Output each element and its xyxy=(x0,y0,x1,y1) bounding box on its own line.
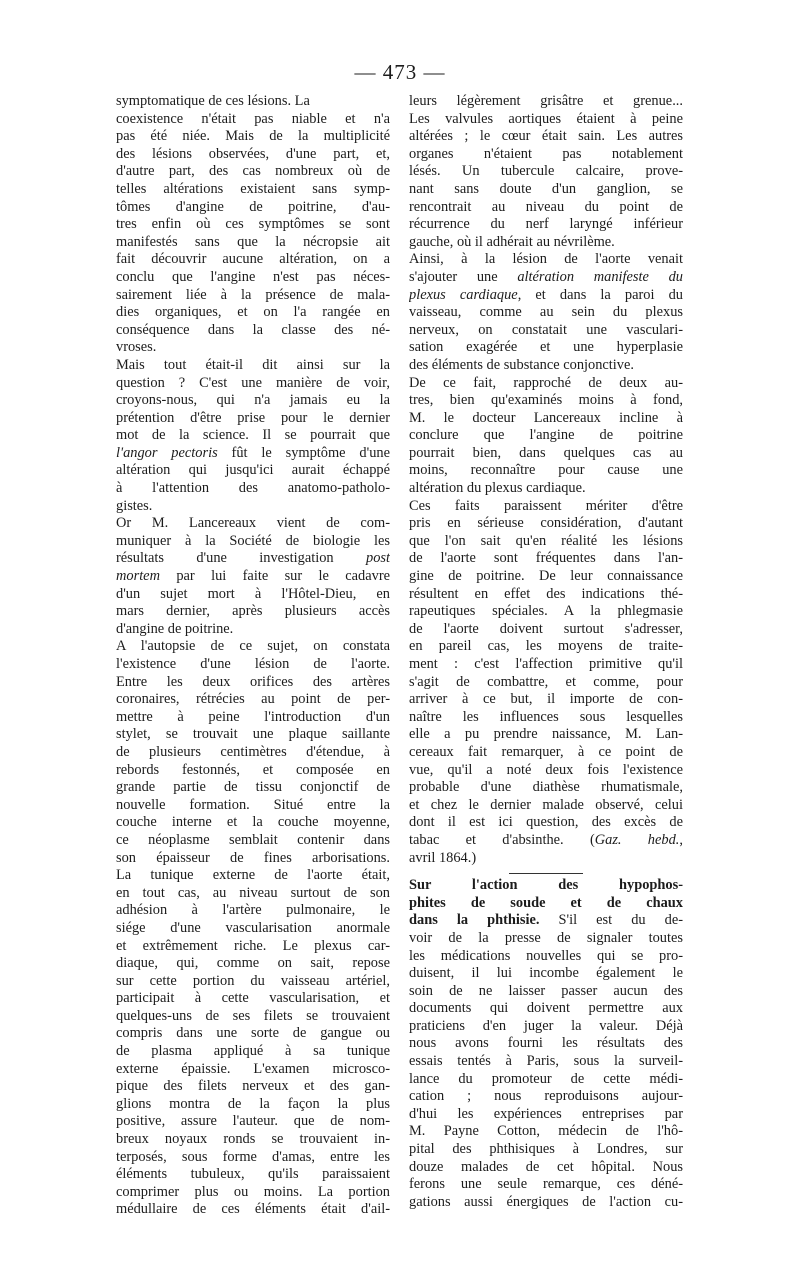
text-line: d'un sujet mort à l'Hôtel-Dieu, en xyxy=(116,585,390,602)
text-line: vaisseau, comme au sein du plexus xyxy=(409,304,683,321)
text-line: et chez le dernier malade observé, celui xyxy=(409,796,683,813)
section-heading: phites de soude et de chaux xyxy=(409,894,683,911)
text-line: duisent, il lui incombe également le xyxy=(409,965,683,982)
text-line: douze malades de cet hôpital. Nous xyxy=(409,1158,683,1175)
text-line: voir de la presse de signaler toutes xyxy=(409,929,683,946)
text-line: éléments tubuleux, qu'ils paraissaient xyxy=(116,1166,390,1183)
text-line: mars dernier, après plusieurs accès xyxy=(116,603,390,620)
text-line: participait à cette vascularisation, et xyxy=(116,990,390,1007)
page-number: — 473 — xyxy=(354,60,446,84)
text-line: à l'attention des anatomo-patholo- xyxy=(116,480,390,497)
text-line: rencontrait au niveau du point de xyxy=(409,198,683,215)
text-line: vroses. xyxy=(116,339,157,356)
text-line: gauche, où il adhérait au névrilème. xyxy=(409,233,615,250)
text-line: ferons une seule remarque, ces déné- xyxy=(409,1176,683,1193)
text-line: nouvelle formation. Situé entre la xyxy=(116,796,390,813)
text-line: coronaires, rétrécies au point de per- xyxy=(116,691,390,708)
text-line: siége d'une vascularisation anormale xyxy=(116,919,390,936)
text-line: tômes d'angine de poitrine, d'au- xyxy=(116,198,390,215)
text-line: d'autre part, des cas nombreux où de xyxy=(116,163,390,180)
left-column xyxy=(116,93,390,1219)
text-line: muniquer à la Société de biologie les xyxy=(116,532,390,549)
text-line: grande partie de tissu conjonctif de xyxy=(116,779,390,796)
section-heading-end: dans la phthisie. xyxy=(409,912,540,929)
text-line: comprimer plus ou moins. La portion xyxy=(116,1183,390,1200)
text-line: De ce fait, rapproché de deux au- xyxy=(409,374,683,391)
text-line: rebords festonnés, et composée en xyxy=(116,761,390,778)
text-line: elle a pu prendre naissance, M. Lan- xyxy=(409,726,683,743)
text-line: d'angine de poitrine. xyxy=(116,620,234,637)
text-line: documents qui doivent permettre aux xyxy=(409,1000,683,1017)
text-line: sation exagérée et une hyperplasie xyxy=(409,339,683,356)
text-line: de plasma appliqué à sa tunique xyxy=(116,1043,390,1060)
text-line: que l'on sait qu'en réalité les lésions xyxy=(409,532,683,549)
text-line: M. Payne Cotton, médecin de l'hô- xyxy=(409,1123,683,1140)
right-column xyxy=(409,93,683,1211)
text-line: dies organiques, et on l'a rangée en xyxy=(116,304,390,321)
text-line: dont il est ici question, des excès de xyxy=(409,814,683,831)
text-line: résultats d'une investigation post xyxy=(116,550,390,567)
text-line: pital des phthisiques à Londres, sur xyxy=(409,1141,683,1158)
text-line: mortem par lui faite sur le cadavre xyxy=(116,568,390,585)
text-line: mot de la science. Il se pourrait que xyxy=(116,427,390,444)
text-line: nant sans doute d'un ganglion, se xyxy=(409,180,683,197)
text-line: adhésion à l'artère pulmonaire, le xyxy=(116,902,390,919)
text-line: breux noyaux ronds se trouvaient in- xyxy=(116,1131,390,1148)
text-line: manifestés sans que la nécropsie ait xyxy=(116,233,390,250)
text-line: essais tentés à Paris, sous la surveil- xyxy=(409,1053,683,1070)
text-line: stylet, se trouvait une plaque saillante xyxy=(116,726,390,743)
text-line: les médications nouvelles qui se pro- xyxy=(409,947,683,964)
text-line: lance du promoteur de cette médi- xyxy=(409,1070,683,1087)
text-line: terposés, sous forme d'amas, entre les xyxy=(116,1148,390,1165)
text-line: médullaire de ces éléments était d'ail- xyxy=(116,1201,390,1218)
text-line: conclure que l'angine de poitrine xyxy=(409,427,683,444)
text-line: fait découvrir aucune altération, on a xyxy=(116,251,390,268)
text-line: diaque, qui, comme on sait, repose xyxy=(116,955,390,972)
text-line: s'ajouter une altération manifeste du xyxy=(409,268,683,285)
text-line: M. le docteur Lancereaux incline à xyxy=(409,409,683,426)
text-line: lésés. Un tubercule calcaire, prove- xyxy=(409,163,683,180)
text-line: en tout cas, au niveau surtout de son xyxy=(116,884,390,901)
text-line: ce néoplasme semblait contenir dans xyxy=(116,831,390,848)
text-line: cation ; nous reproduisons aujour- xyxy=(409,1088,683,1105)
text-line: de plusieurs centimètres d'étendue, à xyxy=(116,743,390,760)
text-line: gistes. xyxy=(116,497,153,514)
text-line: altérées ; le cœur était sain. Les autres xyxy=(409,128,683,145)
text-line: et extrêmement riche. Le plexus car- xyxy=(116,937,390,954)
text-line: soin de ne laisser passer aucun des xyxy=(409,982,683,999)
text-line: A l'autopsie de ce sujet, on constata xyxy=(116,638,390,655)
text-line: gations aussi énergiques de l'action cu- xyxy=(409,1193,683,1210)
text-line: tabac et d'absinthe. (Gaz. hebd., xyxy=(409,831,683,848)
text-line: conséquence dans la classe des né- xyxy=(116,321,390,338)
text-line: organes n'étaient pas notablement xyxy=(409,145,683,162)
text-line: de l'aorte doivent surtout s'adresser, xyxy=(409,620,683,637)
text-line: quelques-uns de ses filets se trouvaient xyxy=(116,1007,390,1024)
text-line: externe épaissie. L'examen microsco- xyxy=(116,1060,390,1077)
text-line: rapeutiques spéciales. A la phlegmasie xyxy=(409,603,683,620)
text-line: couche interne et la couche moyenne, xyxy=(116,814,390,831)
text-line: ment : c'est l'affection primitive qu'il xyxy=(409,656,683,672)
text-line: praticiens d'en juger la valeur. Déjà xyxy=(409,1017,683,1034)
section-heading: Sur l'action des hypophos- xyxy=(409,877,683,894)
text-line: avril 1864.) xyxy=(409,849,477,866)
italic-text: l'angor pectoris xyxy=(116,444,218,461)
text-line: l'existence d'une lésion de l'aorte. xyxy=(116,656,390,672)
text-line: l'angor pectoris fût le symptôme d'une xyxy=(116,444,390,461)
text-line: résultent en effet des indications thé- xyxy=(409,585,683,602)
text-line: conclu que l'angine n'est pas néces- xyxy=(116,268,390,285)
text-line: leurs légèrement grisâtre et grenue... xyxy=(409,93,683,109)
text-line: de l'aorte sont fréquentes dans l'an- xyxy=(409,550,683,567)
text-line: Ces faits paraissent mériter d'être xyxy=(409,497,683,514)
text-line: des lésions observées, d'une part, et, xyxy=(116,145,390,162)
italic-text: plexus cardiaque xyxy=(409,286,518,303)
text-line: pris en sérieuse considération, d'autant xyxy=(409,515,683,532)
text-line: telles altérations existaient sans symp- xyxy=(116,180,390,197)
text-line: La tunique externe de l'aorte était, xyxy=(116,867,390,884)
text-line: pas été niée. Mais de la multiplicité xyxy=(116,128,390,145)
text-line: sur cette portion du vaisseau artériel, xyxy=(116,972,390,989)
text-line: s'agit de combattre, et comme, pour xyxy=(409,673,683,690)
text-line: altération qui jusqu'ici aurait échappé xyxy=(116,462,390,479)
text-line: des éléments de substance conjonctive. xyxy=(409,356,634,373)
text-line: altération du plexus cardiaque. xyxy=(409,480,586,497)
text-line: pique des filets nerveux et des gan- xyxy=(116,1078,390,1095)
text-line: vue, qu'il a noté deux fois l'existence xyxy=(409,761,683,778)
text-line: récurrence du nerf laryngé inférieur xyxy=(409,216,683,233)
italic-text: altération manifeste du xyxy=(517,268,683,285)
text-line: pourrait bien, dans quelques cas au xyxy=(409,444,683,461)
text-line: son épaisseur de fines arborisations. xyxy=(116,849,390,866)
text-line: dans la phthisie. S'il est du de- xyxy=(409,912,683,929)
italic-text: mortem xyxy=(116,568,160,585)
section-separator xyxy=(409,867,683,877)
text-line: glions montra de la façon la plus xyxy=(116,1095,390,1112)
text-line: d'hui les expériences entreprises par xyxy=(409,1105,683,1122)
text-line: prétention d'être prise pour le dernier xyxy=(116,409,390,426)
text-line: Ainsi, à la lésion de l'aorte venait xyxy=(409,251,683,268)
text-line: naître les influences sous lesquelles xyxy=(409,708,683,725)
text-line: moins, reconnaître pour cause une xyxy=(409,462,683,479)
text-line: sairement liée à la présence de mala- xyxy=(116,286,390,303)
italic-text: post xyxy=(366,550,390,567)
text-line: probable d'une diathèse rhumatismale, xyxy=(409,779,683,796)
text-line: mettre à peine l'introduction d'un xyxy=(116,708,390,725)
text-line: en pareil cas, les moyens de traite- xyxy=(409,638,683,655)
citation-journal: Gaz. hebd. xyxy=(594,831,680,848)
text-line: Entre les deux orifices des artères xyxy=(116,673,390,690)
text-line: nous avons fourni les résultats des xyxy=(409,1035,683,1052)
text-line: symptomatique de ces lésions. La xyxy=(116,93,310,109)
text-line: compris dans une sorte de gangue ou xyxy=(116,1025,390,1042)
text-line: nerveux, on constatait une vasculari- xyxy=(409,321,683,338)
text-line: croyons-nous, qui n'a jamais eu la xyxy=(116,392,390,409)
text-line: plexus cardiaque, et dans la paroi du xyxy=(409,286,683,303)
text-line: cereaux fait remarquer, à ce point de xyxy=(409,743,683,760)
text-line: Or M. Lancereaux vient de com- xyxy=(116,515,390,532)
text-line: gine de poitrine. De leur connaissance xyxy=(409,568,683,585)
text-line: question ? C'est une manière de voir, xyxy=(116,374,390,391)
text-line: tres, bien qu'examinés moins à fond, xyxy=(409,392,683,409)
text-line: Mais tout était-il dit ainsi sur la xyxy=(116,356,390,373)
text-line: tres enfin où ces symptômes se sont xyxy=(116,216,390,233)
text-line: positive, assure l'auteur. que de nom- xyxy=(116,1113,390,1130)
text-line: Les valvules aortiques étaient à peine xyxy=(409,110,683,127)
text-line: arriver à ce but, il importe de con- xyxy=(409,691,683,708)
text-line: coexistence n'était pas niable et n'a xyxy=(116,110,390,127)
